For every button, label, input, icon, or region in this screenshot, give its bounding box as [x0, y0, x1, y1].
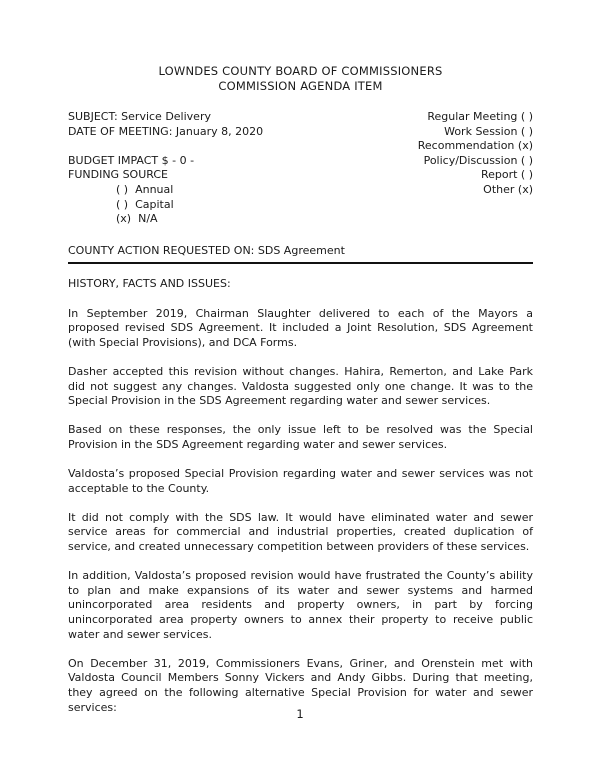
funding-option-na: (x) N/A: [116, 212, 158, 226]
funding-option-capital: ( ) Capital: [116, 197, 174, 211]
meeting-type-work-session: Work Session ( ): [444, 124, 533, 138]
blank-line: [68, 139, 263, 154]
agenda-header-left: [68, 110, 263, 227]
funding-source-line: FUNDING SOURCE: [68, 168, 168, 182]
meeting-type-report: Report ( ): [480, 168, 533, 182]
agenda-header: [68, 110, 533, 227]
document-title-block: [68, 64, 533, 94]
budget-impact-line: BUDGET IMPACT $ - 0 -: [68, 153, 195, 167]
body-paragraph: In September 2019, Chairman Slaughter delivered to each of the Mayors a proposed revised SDS Agreement. It included a Joint Resolution, SDS Agreement (with Special Provisions), and DCA Forms.: [68, 306, 533, 349]
county-action-requested-line: COUNTY ACTION REQUESTED ON: SDS Agreement: [68, 243, 345, 257]
history-facts-issues-heading: HISTORY, FACTS AND ISSUES:: [68, 277, 231, 291]
subject-line: SUBJECT: Service Delivery: [68, 110, 211, 123]
body-paragraph: Based on these responses, the only issue left to be resolved was the Special Provision in the SDS Agreement regarding water and sewer services.: [68, 423, 533, 451]
agenda-header-right: [418, 110, 533, 227]
body-paragraph: Dasher accepted this revision without changes. Hahira, Remerton, and Lake Park did not suggest any changes. Valdosta suggested only one change. It was to the Special Provision in the SDS Agreement regarding water and sewer services.: [68, 364, 533, 408]
meeting-type-policy-discussion: Policy/Discussion ( ): [423, 153, 533, 167]
meeting-type-regular: Regular Meeting ( ): [427, 110, 533, 123]
body-paragraph: On December 31, 2019, Commissioners Evans, Griner, and Orenstein met with Valdosta Council Members Sonny Vickers and Andy Gibbs. During that meeting, they agreed on the following alternative Special Provision for water and sewer services:: [68, 656, 533, 714]
page-number: 1: [296, 707, 304, 721]
meeting-type-other: Other (x): [483, 182, 533, 196]
document-title-line1: LOWNDES COUNTY BOARD OF COMMISSIONERS: [158, 64, 443, 78]
document-title-line2: COMMISSION AGENDA ITEM: [218, 79, 383, 93]
county-action-requested-section: [68, 244, 533, 265]
date-of-meeting-line: DATE OF MEETING: January 8, 2020: [68, 124, 264, 138]
funding-option-annual: ( ) Annual: [116, 182, 174, 196]
body-paragraph: Valdosta’s proposed Special Provision regarding water and sewer services was not acceptable to the County.: [68, 467, 533, 495]
body-paragraph: In addition, Valdosta’s proposed revision would have frustrated the County’s ability to plan and make expansions of its water and sewer systems and harmed unincorporated area residents and property owners, in part by forcing unincorporated area property owners to annex their property to receive public water and sewer services.: [68, 569, 533, 641]
meeting-type-recommendation: Recommendation (x): [417, 139, 533, 153]
document-body: [68, 307, 533, 716]
body-paragraph: It did not comply with the SDS law. It would have eliminated water and sewer service areas for commercial and industrial properties, created duplication of service, and created unnecessary competition between providers of these services.: [68, 510, 533, 554]
